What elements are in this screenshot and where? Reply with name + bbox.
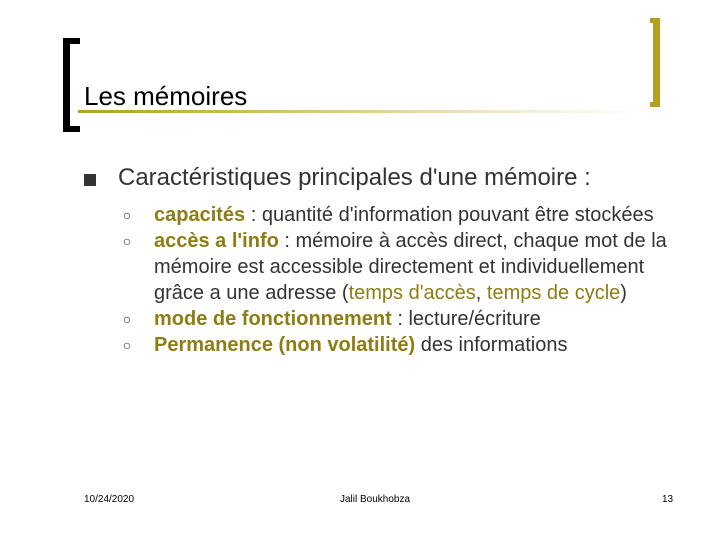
main-bullet-marker — [84, 174, 96, 186]
hollow-circle-bullet-icon: ○ — [122, 207, 132, 223]
left-bracket-top — [63, 38, 80, 44]
list-item-mode — [118, 306, 678, 332]
text-capacites: : quantité d'information pouvant être stockées — [245, 204, 654, 226]
hollow-circle-bullet-icon: ○ — [122, 337, 132, 353]
term-acces: accès a l'info — [154, 230, 279, 252]
sub-bullet-list — [118, 202, 678, 358]
text-acces-after: ) — [620, 282, 627, 304]
list-item-permanence — [118, 332, 678, 358]
main-bullet-text: Caractéristiques principales d'une mémoire : — [118, 164, 591, 191]
footer-author: Jalil Boukhobza — [340, 494, 411, 505]
hollow-circle-bullet-icon: ○ — [122, 311, 132, 327]
footer-date: 10/24/2020 — [84, 494, 135, 505]
hollow-circle-bullet-icon: ○ — [122, 233, 132, 249]
left-bracket-vertical — [63, 38, 70, 132]
text-permanence: des informations — [415, 334, 568, 356]
footer-page-number: 13 — [662, 494, 674, 505]
left-bracket-bottom — [63, 126, 80, 132]
term-capacites: capacités — [154, 204, 246, 226]
right-bracket-top — [650, 18, 660, 23]
slide-title: Les mémoires — [84, 81, 248, 111]
text-acces-before: : mémoire à accès direct, chaque mot de la mémoire est accessible directement et individuellement grâce a une adresse ( — [154, 230, 667, 304]
text-mode: : lecture/écriture — [391, 308, 541, 330]
right-bracket-bottom — [650, 102, 660, 107]
term-temps-cycle: temps de cycle — [486, 282, 621, 304]
list-item-capacites — [118, 202, 678, 228]
term-permanence: Permanence (non volatilité) — [154, 334, 416, 356]
text-acces-sep: , — [475, 282, 487, 304]
right-bracket-vertical — [653, 18, 660, 107]
term-temps-acces: temps d'accès — [348, 282, 476, 304]
term-mode: mode de fonctionnement — [154, 308, 392, 330]
list-item-acces — [118, 228, 678, 306]
